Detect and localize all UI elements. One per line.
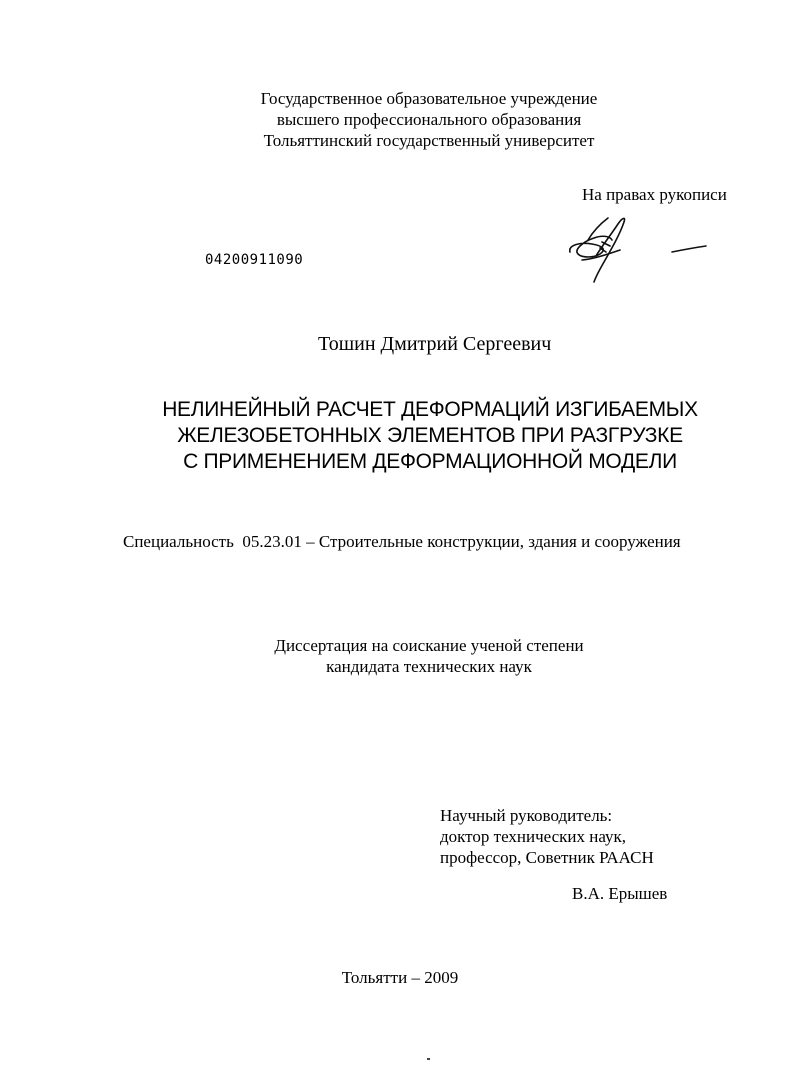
supervisor-name: В.А. Ерышев [572, 884, 668, 903]
title-line-3: С ПРИМЕНЕНИЕМ ДЕФОРМАЦИОННОЙ МОДЕЛИ [183, 450, 677, 473]
scan-mark [427, 1058, 430, 1060]
supervisor-line-1: Научный руководитель: [440, 806, 613, 825]
author-name: Тошин Дмитрий Сергеевич [318, 333, 552, 355]
institution-line-1: Государственное образовательное учреждение [260, 89, 598, 108]
supervisor-line-2: доктор технических наук, [440, 827, 627, 846]
manuscript-rights-note: На правах рукописи [582, 185, 727, 204]
degree-line-1: Диссертация на соискание ученой степени [274, 636, 584, 655]
handwritten-signature-icon [560, 212, 720, 292]
institution-line-2: высшего профессионального образования [276, 110, 582, 129]
institution-header [40, 88, 794, 151]
supervisor-block [440, 805, 654, 868]
dissertation-title [120, 397, 740, 475]
title-line-1: НЕЛИНЕЙНЫЙ РАСЧЕТ ДЕФОРМАЦИЙ ИЗГИБАЕМЫХ [162, 398, 698, 421]
supervisor-line-3: профессор, Советник РААСН [440, 848, 654, 867]
institution-line-3: Тольяттинский государственный университет [263, 131, 595, 150]
title-line-2: ЖЕЛЕЗОБЕТОННЫХ ЭЛЕМЕНТОВ ПРИ РАЗГРУЗКЕ [177, 424, 683, 447]
specialty-line: Специальность 05.23.01 – Строительные конструкции, здания и сооружения [123, 532, 681, 551]
document-code: 04200911090 [205, 252, 304, 268]
degree-statement [40, 635, 794, 677]
city-year: Тольятти – 2009 [341, 968, 459, 987]
degree-line-2: кандидата технических наук [326, 657, 532, 676]
